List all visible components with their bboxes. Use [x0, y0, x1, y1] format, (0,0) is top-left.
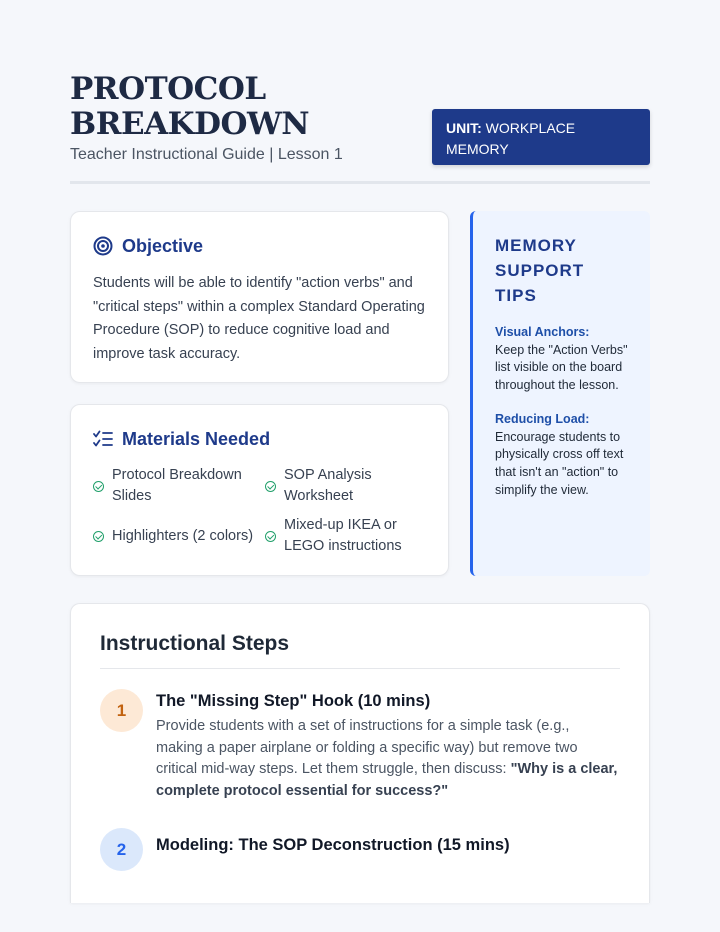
step-body [156, 828, 510, 871]
material-item [93, 465, 263, 507]
materials-heading-label: Materials Needed [122, 428, 271, 449]
page-title: PROTOCOL BREAKDOWN [70, 71, 310, 142]
material-item [93, 515, 263, 557]
material-item-label: Protocol Breakdown Slides [112, 467, 242, 504]
step-title: Modeling: The SOP Deconstruction (15 mins) [156, 836, 510, 854]
unit-badge [432, 109, 650, 165]
page-subtitle: Teacher Instructional Guide | Lesson 1 [70, 146, 343, 163]
tip-item [495, 324, 630, 395]
step-item [100, 828, 620, 871]
check-circle-icon [265, 481, 276, 492]
materials-card [70, 404, 449, 576]
objective-text: Students will be able to identify "action verbs" and "critical steps" within a complex Standard Operating Procedure (SOP) to reduce cognitive load and improve task accuracy. [93, 275, 425, 362]
check-circle-icon [265, 531, 276, 542]
objective-card [70, 211, 449, 383]
instructional-steps-card [70, 603, 650, 903]
objective-heading-label: Objective [122, 235, 204, 256]
materials-list [93, 465, 426, 557]
memory-tips-title: MEMORY SUPPORT TIPS [495, 236, 585, 305]
material-item-label: Highlighters (2 colors) [112, 527, 254, 544]
checklist-icon [93, 430, 113, 448]
unit-badge-label: UNIT: [446, 120, 482, 136]
header-divider [70, 181, 650, 184]
step-description [156, 716, 620, 802]
unit-badge-value: WORKPLACE MEMORY [446, 120, 576, 157]
memory-tips-panel [470, 211, 650, 576]
step-body [156, 689, 620, 802]
step-description-emphasis: "Why is a clear, complete protocol essential for success?" [156, 761, 618, 799]
material-item-label: SOP Analysis Worksheet [284, 467, 372, 504]
page-header [70, 72, 650, 184]
tip-label: Visual Anchors: [495, 325, 590, 339]
tip-text: Keep the "Action Verbs" list visible on the board throughout the lesson. [495, 342, 628, 393]
step-title: The "Missing Step" Hook (10 mins) [156, 692, 431, 710]
step-description-text: Provide students with a set of instructions for a simple task (e.g., making a paper airplane or folding a specific way) but remove two critical mid-way steps. Let them struggle, then discuss: [156, 718, 578, 777]
material-item [265, 515, 435, 557]
target-icon [93, 236, 113, 256]
tip-item [495, 411, 630, 500]
materials-heading [93, 427, 426, 451]
tip-label: Reducing Load: [495, 411, 590, 426]
objective-heading [93, 234, 426, 258]
step-number-badge: 1 [100, 689, 143, 732]
check-circle-icon [93, 531, 104, 542]
material-item [265, 465, 435, 507]
material-item-label: Mixed-up IKEA or LEGO instructions [284, 517, 402, 554]
tip-text: Encourage students to physically cross off text that isn't an "action" to simplify the view. [495, 429, 624, 497]
instructional-steps-title: Instructional Steps [100, 632, 620, 669]
check-circle-icon [93, 481, 104, 492]
step-number-badge: 2 [100, 828, 143, 871]
step-item [100, 689, 620, 802]
